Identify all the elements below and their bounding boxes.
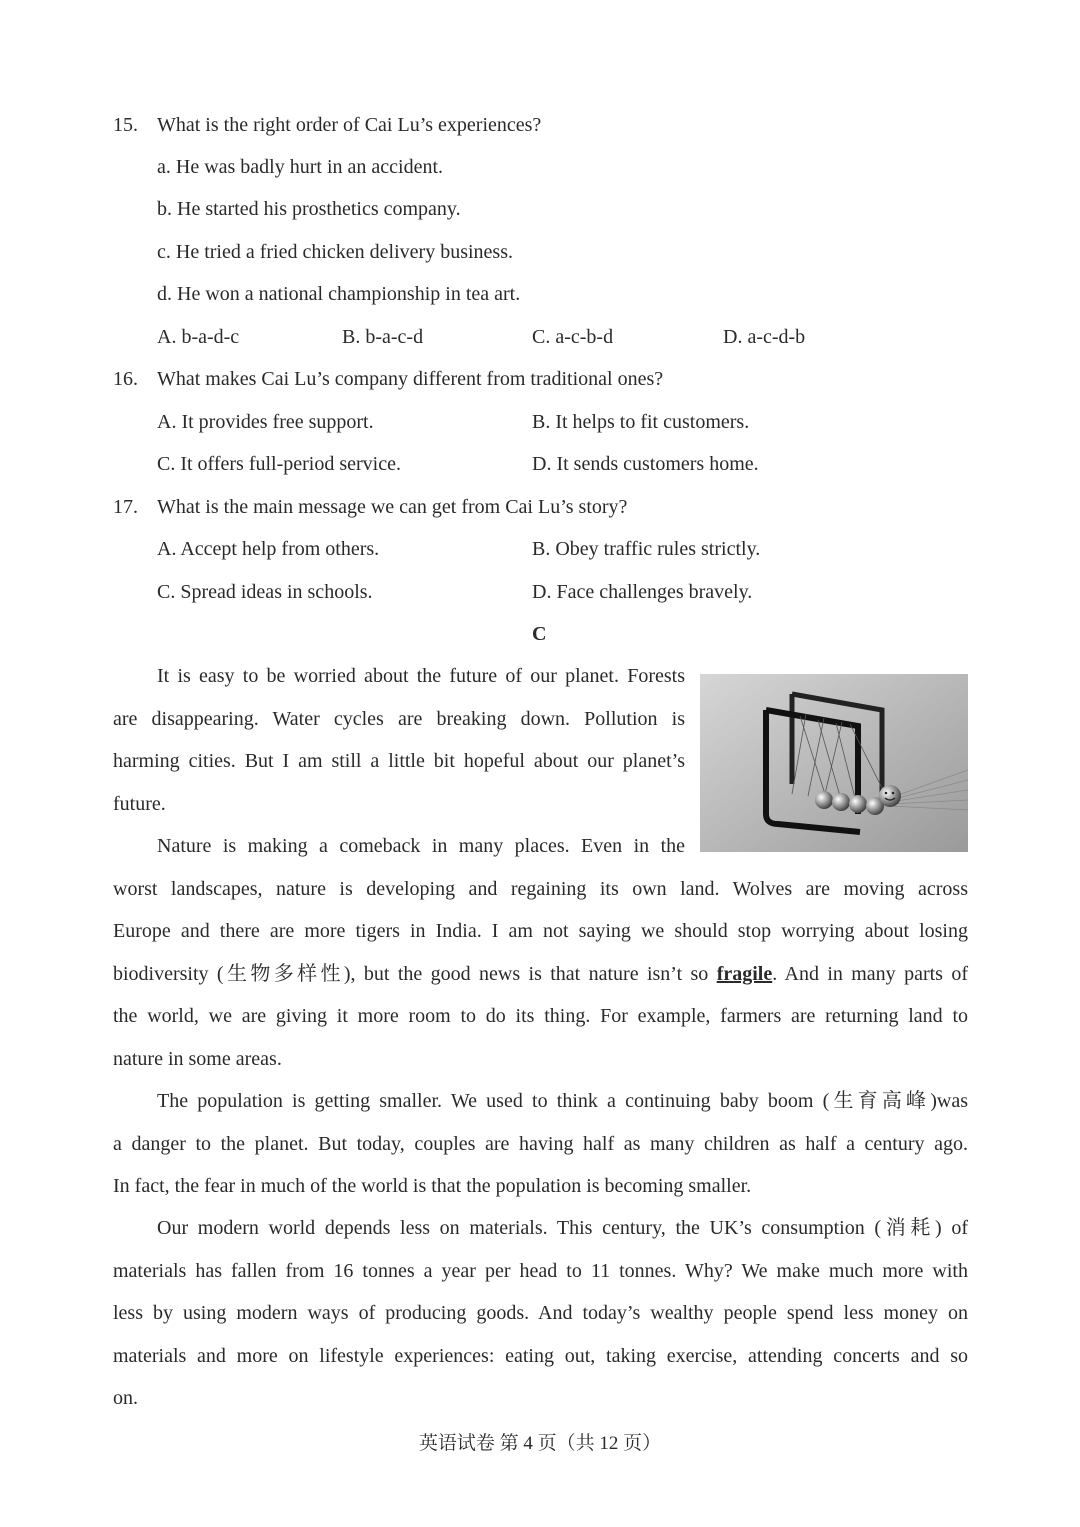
passage-line [113,960,968,988]
question-number: 16. [113,368,138,390]
passage-line: on. [113,1387,138,1409]
passage-line: In fact, the fear in much of the world is that the population is becoming smaller. [113,1175,752,1197]
passage-text: . And in many parts of [772,963,968,985]
section-heading: C [532,623,547,645]
passage-line: Europe and there are more tigers in India. I am not saying we should stop worrying about losing [113,920,968,942]
option-b: B. It helps to fit customers. [532,411,750,433]
passage-line: the world, we are giving it more room to do its thing. For example, farmers are returning land to [113,1005,968,1027]
passage-line: materials has fallen from 16 tonnes a year per head to 11 tonnes. Why? We make much more with [113,1260,968,1282]
event-item: b. He started his prosthetics company. [157,198,461,220]
passage-text: biodiversity (生物多样性), but the good news is that nature isn’t so [113,963,717,985]
option-d: D. Face challenges bravely. [532,581,753,603]
question-stem: What makes Cai Lu’s company different from traditional ones? [157,368,664,390]
event-item: a. He was badly hurt in an accident. [157,156,444,178]
option-d: D. It sends customers home. [532,453,759,475]
passage-line: The population is getting smaller. We used to think a continuing baby boom (生育高峰)was [157,1090,968,1112]
passage-line: harming cities. But I am still a little bit hopeful about our planet’s [113,750,685,772]
option-a: A. b-a-d-c [157,326,240,348]
passage-line: a danger to the planet. But today, couples are having half as many children as half a century ago. [113,1133,968,1155]
passage-line: are disappearing. Water cycles are breaking down. Pollution is [113,708,685,730]
question-stem: What is the right order of Cai Lu’s experiences? [157,114,542,136]
event-item: d. He won a national championship in tea art. [157,283,521,305]
option-a: A. It provides free support. [157,411,374,433]
passage-line: worst landscapes, nature is developing and regaining its own land. Wolves are moving across [113,878,968,900]
passage-line: It is easy to be worried about the future of our planet. Forests [157,665,685,687]
event-item: c. He tried a fried chicken delivery business. [157,241,513,263]
option-c: C. It offers full-period service. [157,453,401,475]
option-b: B. Obey traffic rules strictly. [532,538,761,560]
question-number: 15. [113,114,138,136]
passage-line: nature in some areas. [113,1048,282,1070]
option-d: D. a-c-d-b [723,326,806,348]
passage-line: Our modern world depends less on materials. This century, the UK’s consumption (消耗) of [157,1217,968,1239]
page-footer: 英语试卷 第 4 页（共 12 页） [418,1433,662,1454]
passage-line: less by using modern ways of producing goods. And today’s wealthy people spend less money on [113,1302,968,1324]
option-c: C. a-c-b-d [532,326,614,348]
newtons-cradle-image [700,674,968,852]
passage-line: Nature is making a comeback in many places. Even in the [157,835,685,857]
passage-line: future. [113,793,166,815]
key-word-fragile: fragile [716,963,773,985]
question-number: 17. [113,496,138,518]
question-stem: What is the main message we can get from Cai Lu’s story? [157,496,628,518]
passage-line: materials and more on lifestyle experiences: eating out, taking exercise, attending concerts and so [113,1345,968,1367]
option-c: C. Spread ideas in schools. [157,581,373,603]
option-a: A. Accept help from others. [157,538,380,560]
option-b: B. b-a-c-d [342,326,424,348]
